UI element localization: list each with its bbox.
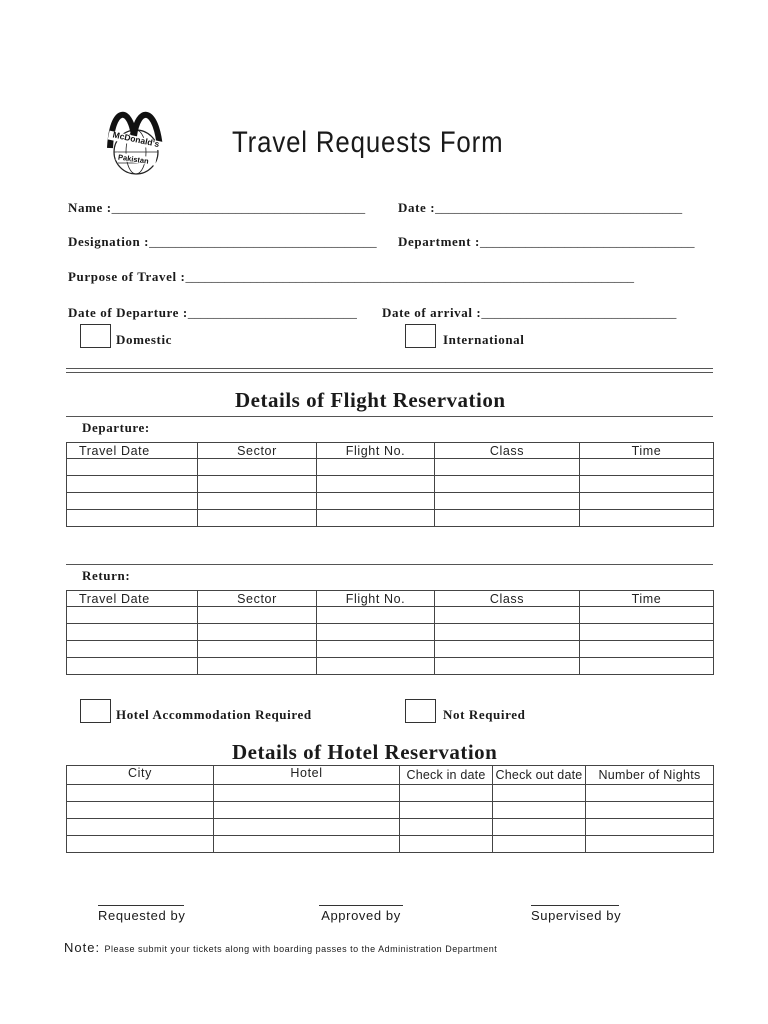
table-cell[interactable] [67, 785, 214, 802]
table-row [67, 819, 714, 836]
table-cell[interactable] [67, 802, 214, 819]
table-cell[interactable] [580, 624, 714, 641]
date-line[interactable]: ______________________________________ [435, 200, 683, 215]
table-header-row [67, 766, 714, 785]
table-cell[interactable] [198, 510, 317, 527]
department-line[interactable]: _________________________________ [479, 234, 695, 249]
table-cell[interactable] [586, 836, 714, 853]
international-checkbox[interactable] [405, 324, 436, 348]
table-cell[interactable] [493, 836, 586, 853]
flight-section-title: Details of Flight Reservation [235, 388, 506, 412]
col-sector: Sector [198, 591, 317, 607]
table-row [67, 510, 714, 527]
table-cell[interactable] [198, 641, 317, 658]
note-text: Please submit your tickets along with boarding passes to the Administration Department [104, 944, 498, 954]
departure-flight-table [66, 442, 714, 527]
table-cell[interactable] [67, 624, 198, 641]
table-cell[interactable] [586, 785, 714, 802]
arrival-date-label: Date of arrival : [382, 305, 482, 320]
table-cell[interactable] [580, 459, 714, 476]
name-field[interactable] [68, 200, 365, 216]
hotel-required-label: Hotel Accommodation Required [116, 707, 312, 722]
return-heading: Return: [82, 568, 131, 583]
col-sector: Sector [198, 443, 317, 459]
divider [66, 372, 713, 373]
designation-line[interactable]: ___________________________________ [149, 234, 377, 249]
table-cell[interactable] [67, 493, 198, 510]
table-header-row [67, 591, 714, 607]
col-travel-date: Travel Date [67, 443, 198, 459]
hotel-reservation-table [66, 765, 714, 853]
table-row [67, 785, 714, 802]
table-cell[interactable] [580, 476, 714, 493]
table-cell[interactable] [435, 658, 580, 675]
col-time: Time [580, 591, 714, 607]
purpose-line[interactable]: _____________________________________________________________________ [185, 269, 634, 284]
hotel-not-required-label: Not Required [443, 707, 526, 722]
footer-note [64, 939, 497, 957]
table-cell[interactable] [198, 607, 317, 624]
col-flight-no: Flight No. [317, 443, 435, 459]
departure-date-line[interactable]: __________________________ [187, 305, 357, 320]
table-cell[interactable] [198, 459, 317, 476]
arrival-date-line[interactable]: ______________________________ [481, 305, 677, 320]
mcdonalds-pakistan-logo [104, 102, 184, 178]
table-cell[interactable] [435, 641, 580, 658]
table-cell[interactable] [580, 658, 714, 675]
table-cell[interactable] [493, 802, 586, 819]
supervised-by-signature[interactable]: Supervised by [531, 905, 619, 923]
note-label: Note: [64, 940, 101, 955]
table-cell[interactable] [317, 641, 435, 658]
col-class: Class [435, 591, 580, 607]
table-cell[interactable] [317, 607, 435, 624]
table-cell[interactable] [435, 624, 580, 641]
table-cell[interactable] [586, 802, 714, 819]
table-cell[interactable] [317, 476, 435, 493]
col-check-in: Check in date [400, 766, 493, 785]
col-travel-date: Travel Date [67, 591, 198, 607]
purpose-label: Purpose of Travel : [68, 269, 186, 284]
domestic-checkbox[interactable] [80, 324, 111, 348]
col-city: City [67, 766, 214, 785]
table-cell[interactable] [586, 819, 714, 836]
hotel-section-title: Details of Hotel Reservation [232, 740, 498, 764]
table-header-row [67, 443, 714, 459]
table-row [67, 836, 714, 853]
table-cell[interactable] [435, 607, 580, 624]
table-cell[interactable] [214, 785, 400, 802]
table-cell[interactable] [214, 802, 400, 819]
table-cell[interactable] [67, 819, 214, 836]
divider [66, 564, 713, 565]
purpose-field[interactable] [68, 269, 634, 285]
date-label: Date : [398, 200, 436, 215]
hotel-not-required-checkbox[interactable] [405, 699, 436, 723]
col-flight-no: Flight No. [317, 591, 435, 607]
table-cell[interactable] [493, 819, 586, 836]
table-cell[interactable] [67, 836, 214, 853]
table-cell[interactable] [214, 836, 400, 853]
table-cell[interactable] [317, 658, 435, 675]
table-cell[interactable] [67, 510, 198, 527]
department-label: Department : [398, 234, 480, 249]
svg-text:Pakistan: Pakistan [117, 152, 150, 166]
table-cell[interactable] [580, 510, 714, 527]
table-cell[interactable] [435, 459, 580, 476]
table-cell[interactable] [198, 624, 317, 641]
approved-by-signature[interactable]: Approved by [319, 905, 403, 923]
international-label: International [443, 332, 525, 347]
table-row [67, 607, 714, 624]
form-title: Travel Requests Form [232, 126, 504, 159]
svg-text:McDonald's: McDonald's [111, 129, 161, 150]
table-row [67, 493, 714, 510]
table-cell[interactable] [400, 785, 493, 802]
table-cell[interactable] [435, 493, 580, 510]
table-row [67, 802, 714, 819]
table-row [67, 476, 714, 493]
name-label: Name : [68, 200, 112, 215]
table-cell[interactable] [317, 624, 435, 641]
departure-heading: Departure: [82, 420, 150, 435]
table-cell[interactable] [67, 459, 198, 476]
table-cell[interactable] [198, 658, 317, 675]
table-cell[interactable] [317, 510, 435, 527]
table-cell[interactable] [317, 493, 435, 510]
table-cell[interactable] [400, 819, 493, 836]
departure-date-label: Date of Departure : [68, 305, 188, 320]
table-cell[interactable] [435, 510, 580, 527]
table-cell[interactable] [214, 819, 400, 836]
domestic-label: Domestic [116, 332, 173, 347]
arrival-date-field[interactable] [382, 305, 676, 321]
table-cell[interactable] [580, 641, 714, 658]
table-row [67, 658, 714, 675]
requested-by-signature[interactable]: Requested by [98, 905, 184, 923]
table-row [67, 624, 714, 641]
designation-field[interactable] [68, 234, 377, 250]
col-time: Time [580, 443, 714, 459]
table-cell[interactable] [435, 476, 580, 493]
name-line[interactable]: _______________________________________ [111, 200, 366, 215]
divider [66, 416, 713, 417]
divider [66, 368, 713, 369]
designation-label: Designation : [68, 234, 150, 249]
hotel-required-checkbox[interactable] [80, 699, 111, 723]
table-cell[interactable] [67, 641, 198, 658]
table-cell[interactable] [198, 493, 317, 510]
col-check-out: Check out date [493, 766, 586, 785]
table-cell[interactable] [317, 459, 435, 476]
table-cell[interactable] [67, 607, 198, 624]
return-flight-table [66, 590, 714, 675]
date-field[interactable] [398, 200, 682, 216]
col-hotel: Hotel [214, 766, 400, 785]
table-cell[interactable] [400, 836, 493, 853]
col-class: Class [435, 443, 580, 459]
departure-date-field[interactable] [68, 305, 357, 321]
table-row [67, 641, 714, 658]
col-number-of-nights: Number of Nights [586, 766, 714, 785]
table-cell[interactable] [493, 785, 586, 802]
table-cell[interactable] [580, 493, 714, 510]
table-cell[interactable] [580, 607, 714, 624]
table-cell[interactable] [67, 476, 198, 493]
table-cell[interactable] [67, 658, 198, 675]
department-field[interactable] [398, 234, 694, 250]
table-cell[interactable] [198, 476, 317, 493]
table-row [67, 459, 714, 476]
table-cell[interactable] [400, 802, 493, 819]
